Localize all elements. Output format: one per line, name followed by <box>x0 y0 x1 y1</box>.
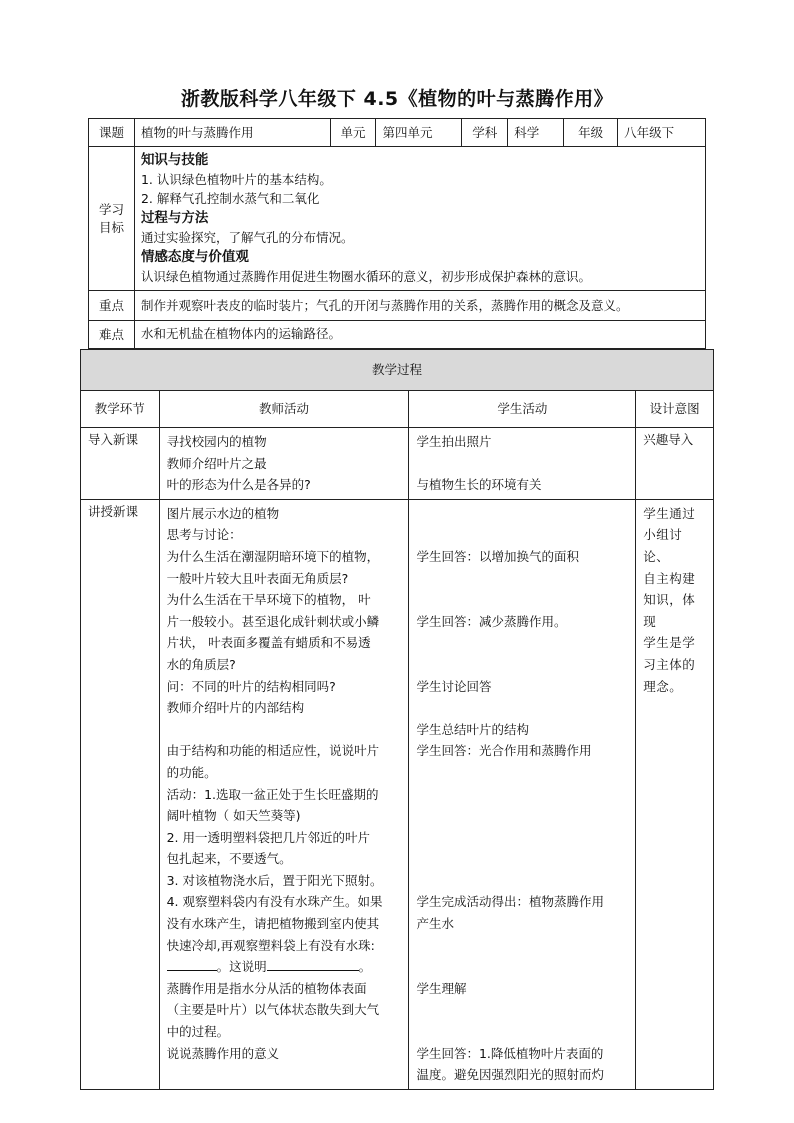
subject-value: 科学 <box>508 119 564 147</box>
intent-intro: 兴趣导入 <box>636 428 714 500</box>
subject-label: 学科 <box>462 119 508 147</box>
answer-blank[interactable] <box>167 956 217 971</box>
process-header: 教学过程 <box>81 350 714 391</box>
teacher-activity-intro: 寻找校园内的植物 教师介绍叶片之最 叶的形态为什么是各异的? <box>159 428 409 500</box>
topic-value: 植物的叶与蒸腾作用 <box>134 119 330 147</box>
answer-blank[interactable] <box>267 956 359 971</box>
process-title: 过程与方法 <box>140 210 209 226</box>
unit-value: 第四单元 <box>376 119 462 147</box>
table-row <box>81 428 714 500</box>
key-points: 制作并观察叶表皮的临时装片；气孔的开闭与蒸腾作用的关系，蒸腾作用的概念及意义。 <box>134 291 705 321</box>
key-points-label: 重点 <box>89 291 135 321</box>
student-activity-lecture: 学生回答：以增加换气的面积 学生回答：减少蒸腾作用。 学生讨论回答 学生总结叶片的结构 学生回答：光合作用和蒸腾作用 学生完成活动得出：植物蒸腾作用 产生水 学生理解 学生回答：1.降低植物叶片表面的 温度。避免因强烈阳光的照射而灼 <box>409 499 636 1089</box>
grade-label: 年级 <box>564 119 618 147</box>
student-activity-intro: 学生拍出照片 与植物生长的环境有关 <box>409 428 636 500</box>
col-intent: 设计意图 <box>636 391 714 428</box>
col-student: 学生活动 <box>409 391 636 428</box>
topic-label: 课题 <box>89 119 135 147</box>
difficult-points: 水和无机盐在植物体内的运输路径。 <box>134 321 705 349</box>
teaching-process-table <box>80 349 714 1090</box>
stage-intro: 导入新课 <box>81 428 160 500</box>
intent-lecture: 学生通过 小组讨论、 自主构建 知识，体现 学生是学 习主体的 理念。 <box>636 499 714 1089</box>
lesson-info-table <box>88 118 706 349</box>
unit-label: 单元 <box>330 119 376 147</box>
table-row <box>81 499 714 1089</box>
col-stage: 教学环节 <box>81 391 160 428</box>
grade-value: 八年级下 <box>618 119 706 147</box>
teacher-activity-lecture: 图片展示水边的植物 思考与讨论： 为什么生活在潮湿阴暗环境下的植物， 一般叶片较大且叶表面无角质层? 为什么生活在干旱环境下的植物， 叶 片一般较小。甚至退化成针刺状或小鳞 片状， 叶表面多覆盖有蜡质和不易透 水的角质层? 问：不同的叶片的结构相同吗? 教师介绍叶片的内部结构 由于结构和功能的相适应性，说说叶片 的功能。 活动：1.选取一盆正处于生长旺盛期的 阔叶植物（ 如天竺葵等) 2. 用一透明塑料袋把几片邻近的叶片 包扎起来，不要透气。 3. 对该植物浇水后，置于阳光下照射。 4. 观察塑料袋内有没有水珠产生。如果 没有水珠产生，请把植物搬到室内使其 快速冷却,再观察塑料袋上有没有水珠: 。这说明 。 蒸腾作用是指水分从活的植物体表面 （主要是叶片）以气体状态散失到大气 中的过程。 说说蒸腾作用的意义 <box>159 499 409 1089</box>
knowledge-item: 2. 解释气孔控制水蒸气和二氧化 <box>140 191 320 206</box>
fill-in-blank-line: 。这说明 。 <box>167 956 402 978</box>
attitude-item: 认识绿色植物通过蒸腾作用促进生物圈水循环的意义，初步形成保护森林的意识。 <box>140 269 591 284</box>
attitude-title: 情感态度与价值观 <box>140 249 249 265</box>
col-teacher: 教师活动 <box>159 391 409 428</box>
difficult-points-label: 难点 <box>89 321 135 349</box>
stage-lecture: 讲授新课 <box>81 499 160 1089</box>
learning-goals <box>134 147 705 291</box>
knowledge-title: 知识与技能 <box>140 152 209 168</box>
goals-label: 学习 目标 <box>89 147 135 291</box>
knowledge-item: 1. 认识绿色植物叶片的基本结构。 <box>140 172 332 187</box>
process-item: 通过实验探究，了解气孔的分布情况。 <box>140 230 354 245</box>
page-title: 浙教版科学八年级下 4.5《植物的叶与蒸腾作用》 <box>180 88 614 110</box>
